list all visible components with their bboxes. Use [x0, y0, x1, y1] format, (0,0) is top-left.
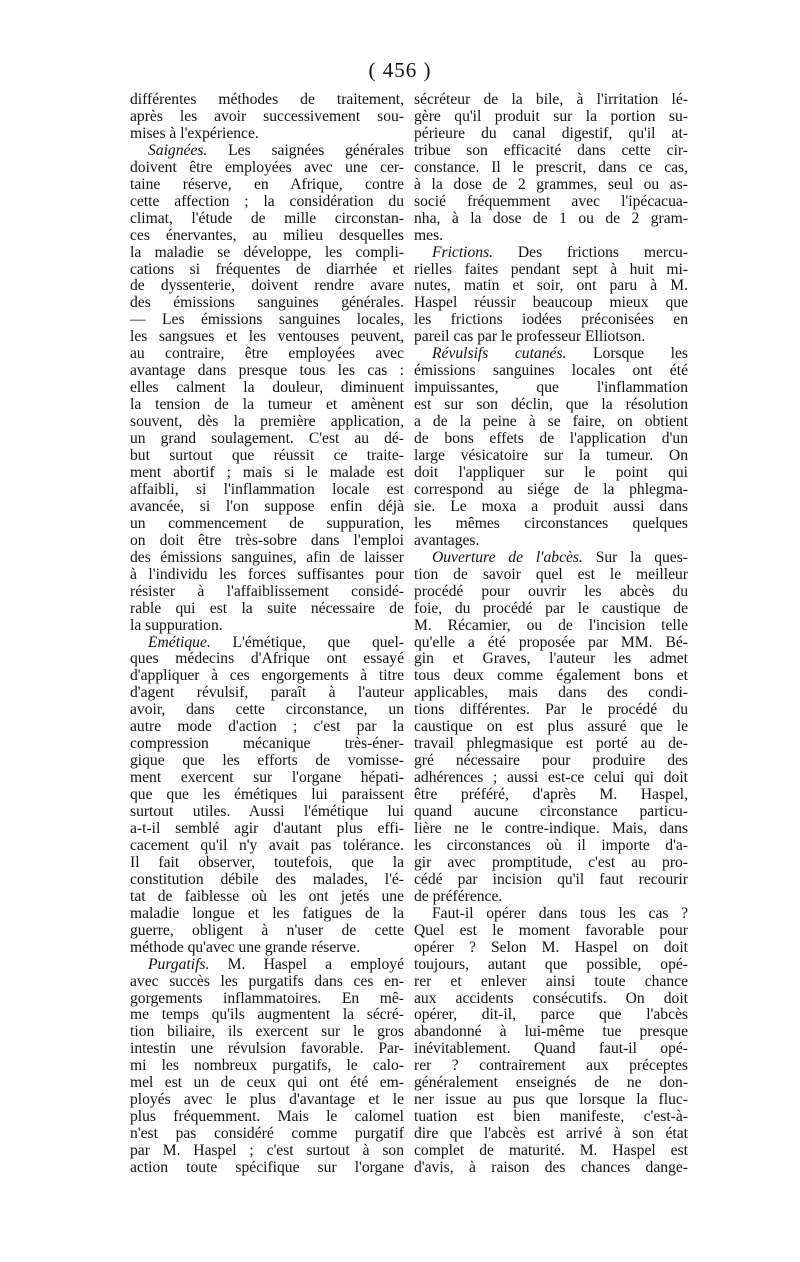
line-text: opérer ? Selon M. Haspel on doit	[414, 939, 688, 956]
line-text: tat de faiblesse où les ont jetés une	[130, 888, 404, 905]
text-line	[414, 92, 688, 109]
line-text: est sur son déclin, que la résolution	[414, 397, 688, 414]
text-line	[414, 601, 688, 618]
line-text: après les avoir successivement sou-	[130, 108, 404, 125]
text-line	[130, 1007, 404, 1024]
text-line	[414, 923, 688, 940]
text-line	[414, 702, 688, 719]
line-text: nha, à la dose de 1 ou de 2 gram-	[414, 210, 688, 227]
line-text: de bons effets de l'application d'un	[414, 431, 688, 448]
text-line	[130, 685, 404, 702]
text-line	[130, 770, 404, 787]
line-text: rer ? contrairement aux préceptes	[414, 1058, 688, 1075]
line-text: cations si fréquentes de diarrhée et	[130, 261, 404, 278]
line-text: Il fait observer, toutefois, que la	[130, 854, 404, 871]
line-text: ques médecins d'Afrique ont essayé	[130, 651, 404, 668]
text-line	[130, 448, 404, 465]
text-line	[130, 889, 404, 906]
text-line	[414, 346, 688, 363]
line-text: constance. Il le prescrit, dans ce cas,	[414, 159, 688, 176]
text-line	[414, 143, 688, 160]
line-text: Sur la ques-	[582, 549, 688, 566]
line-text: souvent, dès la première application,	[130, 414, 404, 431]
line-text: maladie longue et les fatigues de la	[130, 905, 404, 922]
text-line	[414, 1075, 688, 1092]
line-text: quand aucune circonstance particu-	[414, 804, 688, 821]
text-line	[130, 262, 404, 279]
text-line	[414, 431, 688, 448]
text-line	[130, 482, 404, 499]
text-line	[130, 618, 404, 635]
line-text: large vésicatoire sur la tumeur. On	[414, 448, 688, 465]
line-text: socié fréquemment avec l'ipécacua-	[414, 193, 688, 210]
text-line	[130, 516, 404, 533]
text-line	[130, 126, 404, 143]
text-line	[414, 618, 688, 635]
text-line	[414, 177, 688, 194]
text-line	[414, 957, 688, 974]
line-text: d'appliquer à ces engorgements à titre	[130, 668, 404, 685]
text-line	[130, 499, 404, 516]
line-text: but surtout que réussit ce traite-	[130, 448, 404, 465]
text-line	[414, 991, 688, 1008]
line-text: tous deux comme également bons et	[414, 668, 688, 685]
line-text: périeure du canal digestif, qu'il at-	[414, 125, 688, 142]
text-line	[414, 109, 688, 126]
line-text: généralement enseignés de ne don-	[414, 1075, 688, 1092]
text-line	[130, 787, 404, 804]
text-line	[130, 228, 404, 245]
line-text: doivent être employées avec une cer-	[130, 159, 404, 176]
line-text: les circonstances où il importe d'a-	[414, 837, 688, 854]
line-text: les frictions iodées préconisées en	[414, 312, 688, 329]
line-text: ment exercent sur l'organe hépati-	[130, 770, 404, 787]
text-line	[130, 431, 404, 448]
text-line	[414, 126, 688, 143]
line-text: — Les émissions sanguines locales,	[130, 312, 404, 329]
line-text: nutes, matin et soir, ont paru à M.	[414, 278, 688, 295]
line-text: constitution débile des malades, l'é-	[130, 871, 404, 888]
line-text: tion de savoir quel est le meilleur	[414, 566, 688, 583]
text-line	[130, 1143, 404, 1160]
section-heading: Révulsifs cutanés.	[432, 346, 567, 363]
line-text: ces énervantes, au milieu desquelles	[130, 227, 404, 244]
text-line	[130, 245, 404, 262]
line-text: différentes méthodes de traitement,	[130, 92, 404, 108]
text-line	[414, 329, 688, 346]
text-line	[414, 787, 688, 804]
text-line	[130, 346, 404, 363]
line-text: ment abortif ; mais si le malade est	[130, 464, 404, 481]
text-line	[414, 482, 688, 499]
text-line	[414, 736, 688, 753]
text-line	[130, 1024, 404, 1041]
left-column	[130, 92, 404, 1177]
text-line	[130, 1092, 404, 1109]
text-line	[414, 516, 688, 533]
line-text: ployés avec le plus d'avantage et le	[130, 1092, 404, 1109]
text-line	[130, 550, 404, 567]
line-text: gique que les efforts de vomisse-	[130, 753, 404, 770]
text-line	[414, 228, 688, 245]
line-text: a-t-il semblé agir d'autant plus effi-	[130, 820, 404, 837]
text-line	[414, 380, 688, 397]
text-line	[130, 1041, 404, 1058]
text-line	[414, 889, 688, 906]
line-text: que que les émétiques lui paraissent	[130, 787, 404, 804]
text-line	[414, 363, 688, 380]
line-text: tribue son efficacité dans cette cir-	[414, 142, 688, 159]
text-line	[130, 957, 404, 974]
text-line	[414, 295, 688, 312]
line-text: opérer, dit-il, parce que l'abcès	[414, 1007, 688, 1024]
line-text: des émissions sanguines, afin de laisser	[130, 549, 404, 566]
text-line	[414, 770, 688, 787]
text-line	[130, 1075, 404, 1092]
line-text: ner issue au pus que lorsque la fluc-	[414, 1092, 688, 1109]
line-text: cacement qu'il n'y avait pas tolérance.	[130, 837, 404, 854]
line-text: cédé par incision qu'il faut recourir	[414, 871, 688, 888]
right-column	[414, 92, 688, 1177]
line-text: au contraire, être employées avec	[130, 346, 404, 363]
line-text: doit l'appliquer sur le point qui	[414, 464, 688, 481]
text-line	[414, 906, 688, 923]
line-text: gin et Graves, l'auteur les admet	[414, 651, 688, 668]
line-text: à la dose de 2 grammes, seul ou as-	[414, 176, 688, 193]
line-text: me temps qu'ils augmentent la sécré-	[130, 1007, 404, 1024]
line-text: cette affection ; la considération du	[130, 193, 404, 210]
line-text: à l'individu les forces suffisantes pour	[130, 566, 404, 583]
line-text: plus fréquemment. Mais le calomel	[130, 1109, 404, 1126]
line-text: rielles faites pendant sept à huit mi-	[414, 261, 688, 278]
line-text: un commencement de suppuration,	[130, 515, 404, 532]
text-line	[414, 685, 688, 702]
line-text: d'agent révulsif, paraît à l'auteur	[130, 685, 404, 702]
section-heading: Saignées.	[148, 142, 208, 159]
text-line	[414, 1024, 688, 1041]
text-line	[414, 1058, 688, 1075]
text-line	[414, 414, 688, 431]
line-text: gorgements inflammatoires. En mê-	[130, 990, 404, 1007]
line-text: Des frictions mercu-	[493, 244, 688, 261]
line-text: M. Récamier, ou de l'incision telle	[414, 617, 688, 634]
line-text: tuation est bien manifeste, c'est-à-	[414, 1109, 688, 1126]
line-text: adhérences ; aussi est-ce celui qui doit	[414, 770, 688, 787]
line-text: par M. Haspel ; c'est surtout à son	[130, 1143, 404, 1160]
line-text: gère qu'il produit sur la portion su-	[414, 108, 688, 125]
line-text: travail phlegmasique est porté au de-	[414, 736, 688, 753]
line-text: gir avec promptitude, c'est au pro-	[414, 854, 688, 871]
text-line	[130, 278, 404, 295]
line-text: avancée, si l'on suppose enfin déjà	[130, 498, 404, 515]
line-text: dire que l'abcès est arrivé à son état	[414, 1126, 688, 1143]
text-line	[414, 855, 688, 872]
text-line	[130, 855, 404, 872]
text-line	[130, 601, 404, 618]
line-text: n'est pas considéré comme purgatif	[130, 1126, 404, 1143]
line-text: sécréteur de la bile, à l'irritation lé-	[414, 92, 688, 108]
line-text: surtout utiles. Aussi l'émétique lui	[130, 804, 404, 821]
line-text: aux accidents consécutifs. On doit	[414, 990, 688, 1007]
text-line	[414, 397, 688, 414]
line-text: résister à l'affaiblissement considé-	[130, 583, 404, 600]
line-text: les sangsues et les ventouses peuvent,	[130, 329, 404, 346]
text-line	[414, 448, 688, 465]
text-line	[414, 278, 688, 295]
text-line	[414, 668, 688, 685]
text-line	[414, 533, 688, 550]
text-line	[414, 635, 688, 652]
text-line	[130, 1058, 404, 1075]
line-text: autre mode d'action ; c'est par la	[130, 719, 404, 736]
text-line	[130, 312, 404, 329]
text-line	[130, 177, 404, 194]
text-line	[130, 635, 404, 652]
line-text: guerre, obligent à n'user de cette	[130, 922, 404, 939]
line-text: tions différentes. Par le procédé du	[414, 702, 688, 719]
line-text: a de la peine à se faire, on obtient	[414, 414, 688, 431]
line-text: pareil cas par le professeur Elliotson.	[414, 329, 646, 346]
line-text: d'avis, à raison des chances dange-	[414, 1160, 688, 1177]
line-text: action toute spécifique sur l'organe	[130, 1160, 404, 1177]
line-text: Les saignées générales	[207, 142, 404, 159]
text-line	[130, 533, 404, 550]
text-line	[130, 1126, 404, 1143]
line-text: correspond au siége de la phlegma-	[414, 481, 688, 498]
line-text: rer et enlever ainsi toute chance	[414, 973, 688, 990]
line-text: émissions sanguines locales ont été	[414, 363, 688, 380]
text-line	[414, 245, 688, 262]
text-line	[130, 160, 404, 177]
text-line	[130, 804, 404, 821]
line-text: M. Haspel a employé	[209, 956, 404, 973]
line-text: Haspel réussir beaucoup mieux que	[414, 295, 688, 312]
line-text: complet de maturité. M. Haspel est	[414, 1143, 688, 1160]
text-line	[414, 753, 688, 770]
text-line	[414, 465, 688, 482]
text-line	[130, 143, 404, 160]
line-text: avantages.	[414, 532, 480, 549]
text-line	[130, 1109, 404, 1126]
text-line	[414, 160, 688, 177]
line-text: inévitablement. Quand faut-il opé-	[414, 1041, 688, 1058]
text-line	[414, 550, 688, 567]
text-line	[130, 211, 404, 228]
line-text: taine réserve, en Afrique, contre	[130, 176, 404, 193]
line-text: rable qui est la suite nécessaire de	[130, 600, 404, 617]
line-text: méthode qu'avec une grande réserve.	[130, 939, 361, 956]
line-text: Faut-il opérer dans tous les cas ?	[432, 905, 688, 922]
text-line	[414, 567, 688, 584]
text-line	[414, 211, 688, 228]
line-text: L'émétique, que quel-	[210, 634, 404, 651]
line-text: tion biliaire, ils exercent sur le gros	[130, 1024, 404, 1041]
line-text: mises à l'expérience.	[130, 125, 259, 142]
line-text: caustique on est plus assuré que le	[414, 719, 688, 736]
text-line	[130, 821, 404, 838]
text-line	[414, 1092, 688, 1109]
line-text: les mêmes circonstances quelques	[414, 515, 688, 532]
text-line	[414, 1143, 688, 1160]
text-line	[130, 838, 404, 855]
text-line	[130, 1160, 404, 1177]
text-line	[414, 1126, 688, 1143]
text-line	[414, 1160, 688, 1177]
line-text: abandonné à lui-même tue presque	[414, 1024, 688, 1041]
text-line	[130, 584, 404, 601]
line-text: elles calment la douleur, diminuent	[130, 380, 404, 397]
text-line	[130, 92, 404, 109]
line-text: de préférence.	[414, 888, 503, 905]
text-line	[130, 567, 404, 584]
line-text: toujours, autant que possible, opé-	[414, 956, 688, 973]
line-text: compression mécanique très-éner-	[130, 736, 404, 753]
line-text: mi les nombreux purgatifs, le calo-	[130, 1058, 404, 1075]
text-line	[130, 194, 404, 211]
text-line	[414, 1007, 688, 1024]
text-line	[414, 584, 688, 601]
line-text: mes.	[414, 227, 444, 244]
line-text: procédé pour ouvrir les abcès du	[414, 583, 688, 600]
line-text: avantage dans presque tous les cas :	[130, 363, 404, 380]
text-line	[130, 923, 404, 940]
line-text: foie, du procédé par le caustique de	[414, 600, 688, 617]
text-line	[414, 651, 688, 668]
text-line	[414, 821, 688, 838]
text-line	[130, 940, 404, 957]
section-heading: Frictions.	[432, 244, 494, 261]
section-heading: Purgatifs.	[148, 956, 210, 973]
text-line	[414, 974, 688, 991]
text-line	[414, 940, 688, 957]
text-line	[414, 262, 688, 279]
line-text: sie. Le moxa a produit aussi dans	[414, 498, 688, 515]
text-line	[130, 363, 404, 380]
text-line	[130, 380, 404, 397]
text-line	[414, 499, 688, 516]
text-line	[130, 991, 404, 1008]
line-text: des émissions sanguines générales.	[130, 295, 404, 312]
line-text: avoir, dans cette circonstance, un	[130, 702, 404, 719]
text-line	[130, 702, 404, 719]
text-line	[130, 906, 404, 923]
text-line	[414, 804, 688, 821]
text-line	[130, 974, 404, 991]
line-text: la maladie se développe, les compli-	[130, 244, 404, 261]
text-line	[130, 109, 404, 126]
text-line	[414, 312, 688, 329]
line-text: intestin une révulsion favorable. Par-	[130, 1041, 404, 1058]
text-line	[130, 397, 404, 414]
text-line	[414, 838, 688, 855]
text-line	[414, 872, 688, 889]
line-text: qu'elle a été proposée par MM. Bé-	[414, 634, 688, 651]
line-text: gré nécessaire pour produire des	[414, 753, 688, 770]
text-line	[414, 194, 688, 211]
line-text: de dyssenterie, doivent rendre avare	[130, 278, 404, 295]
line-text: un grand soulagement. C'est au dé-	[130, 431, 404, 448]
text-line	[130, 329, 404, 346]
line-text: la suppuration.	[130, 617, 223, 634]
line-text: Quel est le moment favorable pour	[414, 922, 688, 939]
text-line	[414, 1041, 688, 1058]
text-line	[130, 736, 404, 753]
text-line	[130, 414, 404, 431]
line-text: lière ne le contre-indique. Mais, dans	[414, 820, 688, 837]
line-text: la tension de la tumeur et amènent	[130, 397, 404, 414]
line-text: Lorsque les	[566, 346, 688, 363]
line-text: affaibli, si l'inflammation locale est	[130, 481, 404, 498]
line-text: être préféré, d'après M. Haspel,	[414, 787, 688, 804]
text-line	[130, 753, 404, 770]
line-text: applicables, mais dans des condi-	[414, 685, 688, 702]
line-text: climat, l'étude de mille circonstan-	[130, 210, 404, 227]
text-line	[130, 668, 404, 685]
text-line	[130, 651, 404, 668]
page-number: ( 456 )	[368, 58, 432, 82]
text-line	[414, 719, 688, 736]
line-text: impuissantes, que l'inflammation	[414, 380, 688, 397]
text-line	[130, 465, 404, 482]
line-text: mel est un de ceux qui ont été em-	[130, 1075, 404, 1092]
section-heading: Ouverture de l'abcès.	[432, 549, 583, 566]
text-line	[130, 295, 404, 312]
section-heading: Émétique.	[148, 634, 211, 651]
line-text: on doit être très-sobre dans l'emploi	[130, 532, 404, 549]
text-line	[130, 719, 404, 736]
text-line	[414, 1109, 688, 1126]
text-line	[130, 872, 404, 889]
line-text: avec succès les purgatifs dans ces en-	[130, 973, 404, 990]
